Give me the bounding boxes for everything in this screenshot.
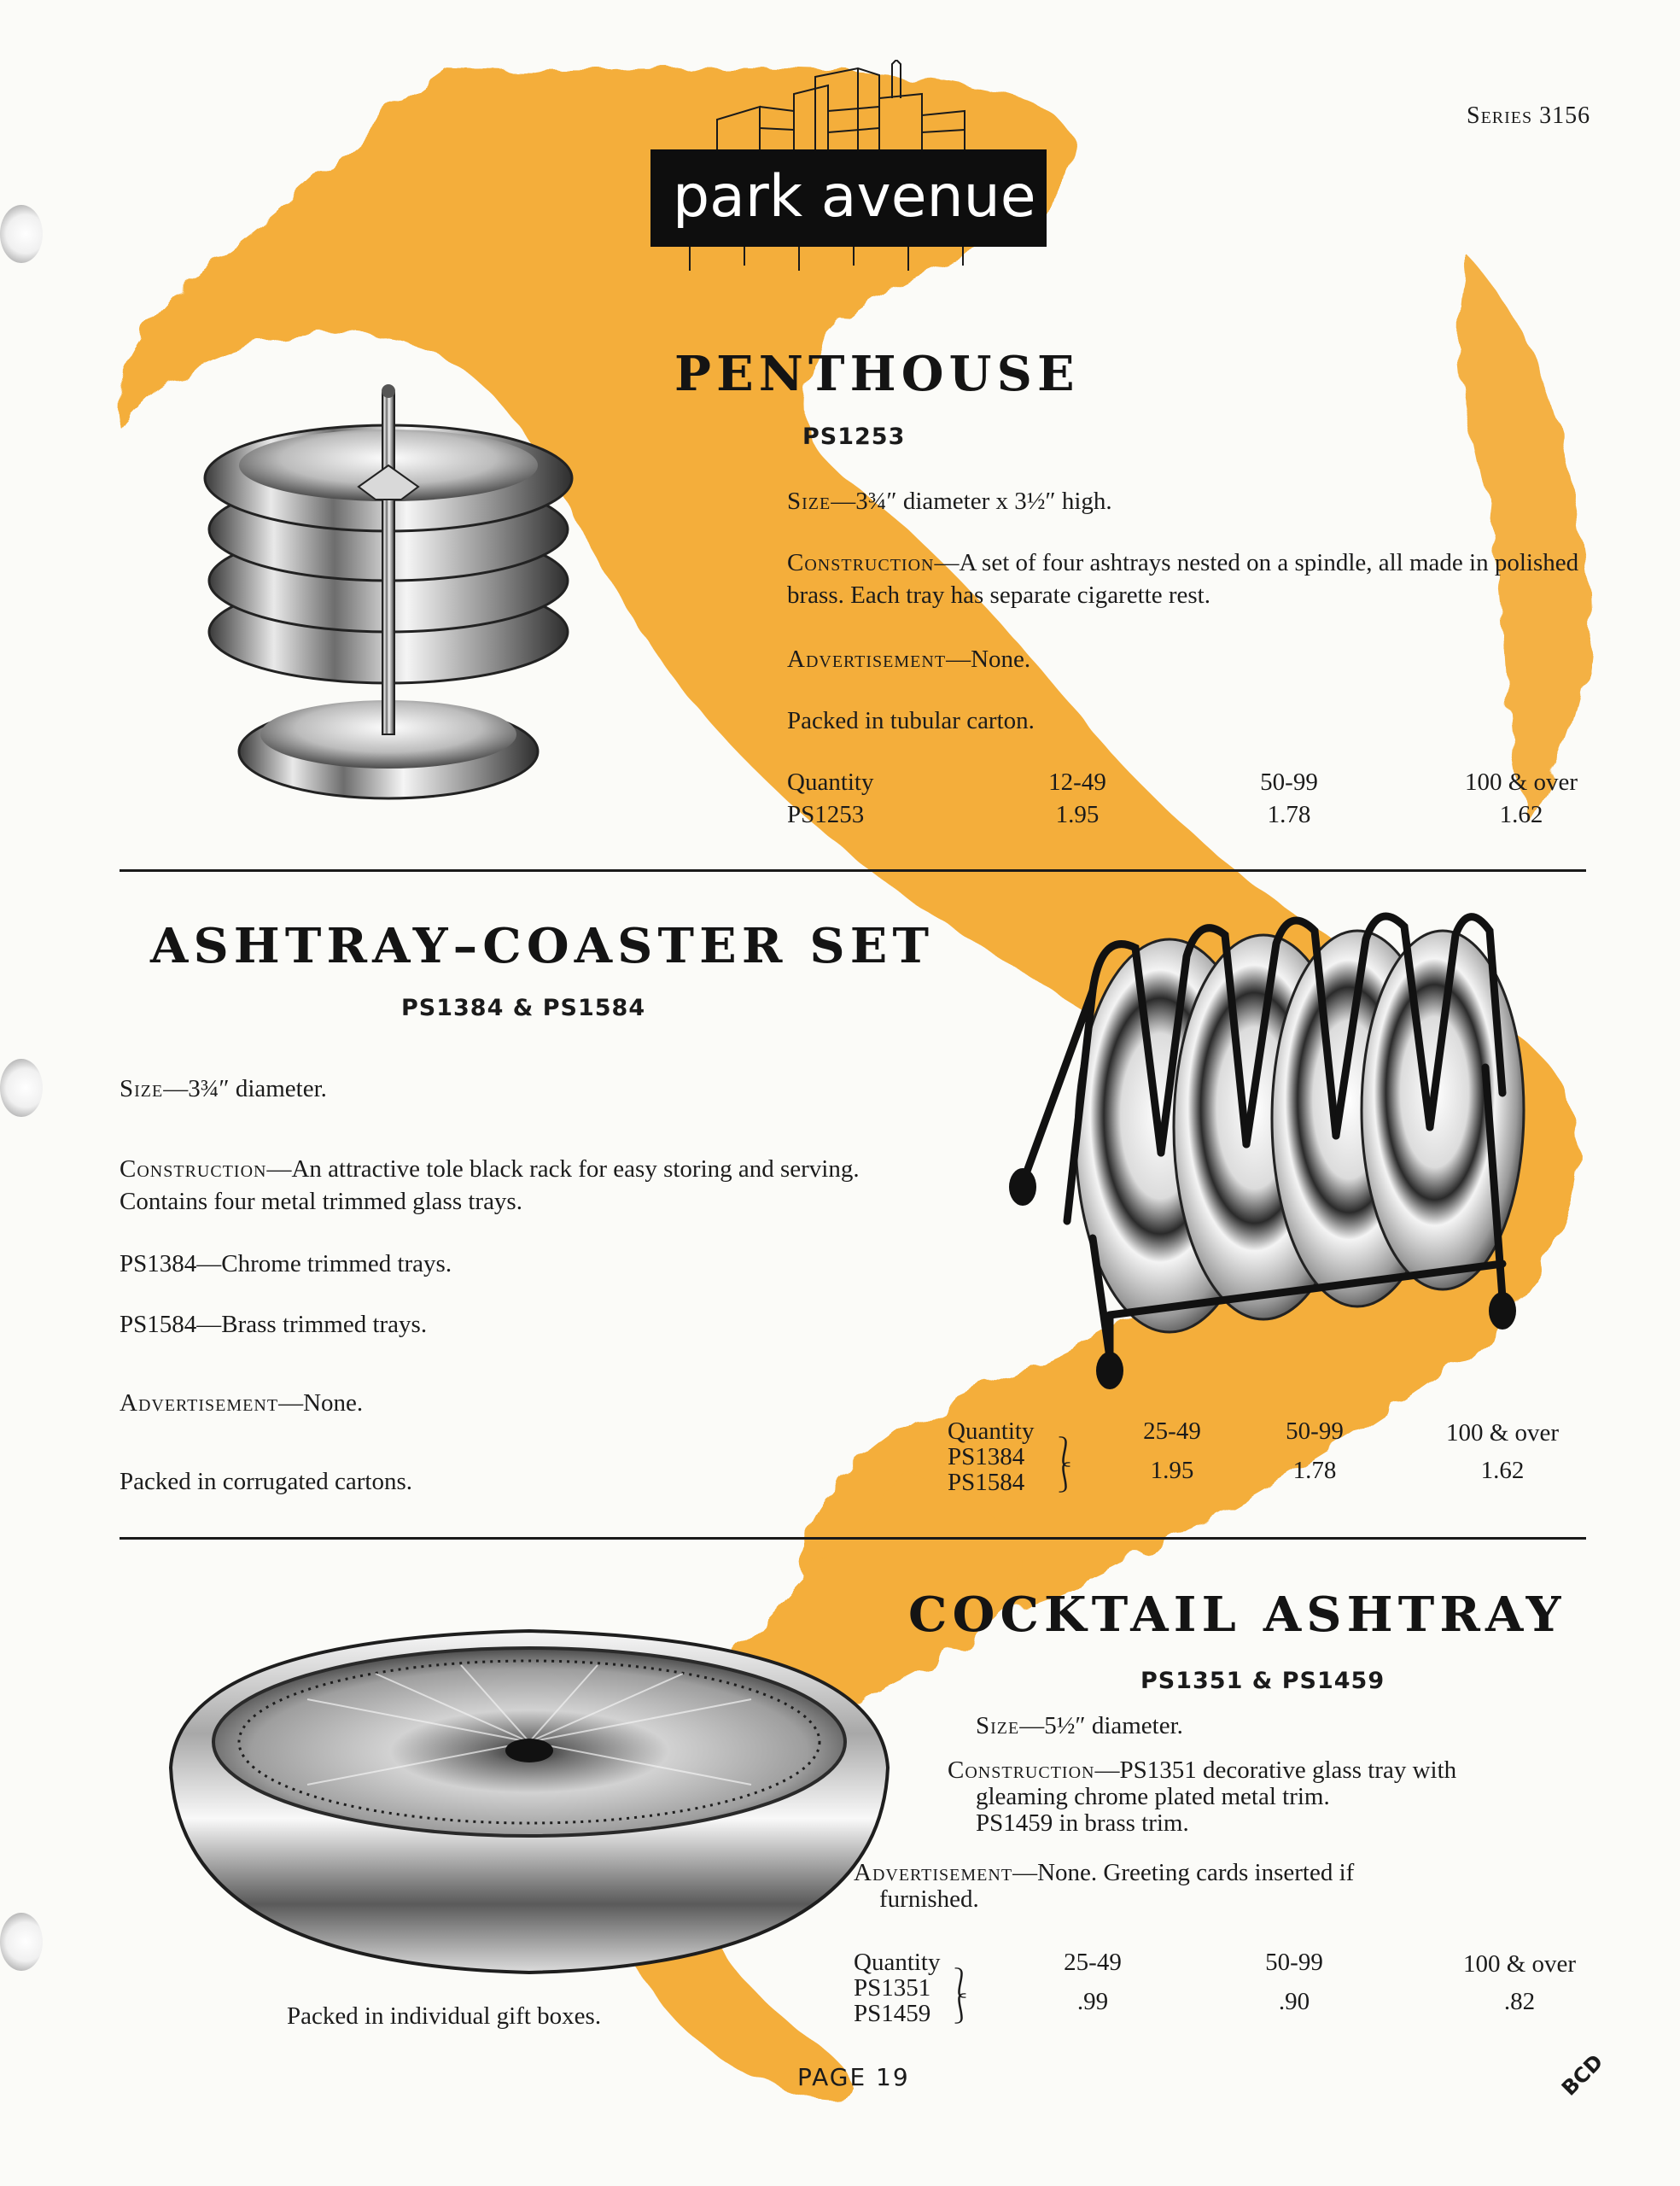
cocktail-ashtray-advertisement: Advertisement—None. Greeting cards inserted if furnished. (854, 1859, 1355, 1913)
price-2: .90 (1278, 1988, 1310, 2015)
cocktail-ashtray-code: PS1351 & PS1459 (1140, 1668, 1385, 1694)
coaster-set-code: PS1384 & PS1584 (401, 995, 646, 1021)
price-2: 1.78 (1292, 1457, 1337, 1484)
quantity-label: Quantity (854, 1949, 941, 1976)
coaster-set-size: Size—3¾″ diameter. (120, 1075, 327, 1102)
quantity-label: Quantity (787, 769, 874, 796)
coaster-set-advertisement: Advertisement—None. (120, 1389, 364, 1417)
tier-1: 25-49 (1143, 1417, 1201, 1445)
section-divider (120, 869, 1586, 872)
price-3: 1.62 (1499, 801, 1543, 828)
binder-hole-middle (0, 1059, 43, 1117)
quantity-label: Quantity (948, 1417, 1035, 1445)
cocktail-ashtray-price-table (854, 1947, 1588, 2032)
brace-top: ⎱ (946, 1968, 975, 2000)
coaster-set-price-table (948, 1416, 1596, 1501)
tier-3: 100 & over (1462, 1950, 1577, 1978)
penthouse-code: PS1253 (802, 424, 906, 450)
penthouse-packing: Packed in tubular carton. (787, 707, 1035, 734)
binder-hole-bottom (0, 1913, 43, 1971)
corner-mark: BCD (1557, 2049, 1608, 2101)
price-row-code: PS1253 (787, 801, 865, 828)
penthouse-price-table (787, 767, 1590, 835)
tier-3: 100 & over (1445, 1419, 1560, 1447)
penthouse-construction: Construction—A set of four ashtrays nested on a spindle, all made in polished brass. Each tray has separate cigarette rest. (787, 549, 1579, 609)
cocktail-ashtray-packing: Packed in individual gift boxes. (287, 2002, 602, 2030)
coaster-set-packing: Packed in corrugated cartons. (120, 1468, 413, 1495)
coaster-set-variant-chrome: PS1384—Chrome trimmed trays. (120, 1250, 452, 1277)
coaster-set-construction: Construction—An attractive tole black rack for easy storing and serving. Contains four metal trimmed glass trays. (120, 1155, 860, 1215)
price-row-code-1: PS1351 (854, 1974, 931, 2002)
tier-2: 50-99 (1286, 1417, 1344, 1445)
tier-1: 25-49 (1064, 1949, 1122, 1976)
price-1: 1.95 (1055, 801, 1100, 828)
penthouse-advertisement: Advertisement—None. (787, 646, 1031, 673)
cocktail-ashtray-title: COCKTAIL ASHTRAY (908, 1587, 1566, 1643)
price-row-code-2: PS1584 (948, 1469, 1025, 1496)
penthouse-product-image (188, 384, 589, 811)
tier-2: 50-99 (1265, 1949, 1323, 1976)
price-1: .99 (1076, 1988, 1109, 2015)
penthouse-size: Size—3¾″ diameter x 3½″ high. (787, 488, 1112, 515)
skyline-illustration (709, 60, 982, 162)
price-3: 1.62 (1480, 1457, 1525, 1484)
cocktail-ashtray-product-image (154, 1605, 905, 1998)
section-divider (120, 1537, 1586, 1540)
price-row-code-2: PS1459 (854, 2000, 931, 2027)
tier-3: 100 & over (1464, 769, 1578, 796)
price-row-code-1: PS1384 (948, 1443, 1025, 1470)
penthouse-title: PENTHOUSE (674, 346, 1080, 402)
series-label: Series 3156 (1467, 102, 1591, 129)
price-3: .82 (1503, 1988, 1536, 2015)
logo-underline-ticks (683, 247, 1007, 272)
brace-bottom: ⎰ (1050, 1463, 1079, 1494)
binder-hole-top (0, 205, 43, 263)
cocktail-ashtray-construction: Construction—PS1351 decorative glass tray with gleaming chrome plated metal trim. PS1459 in brass trim. (948, 1756, 1457, 1837)
brand-logo: park avenue (673, 163, 1036, 231)
price-1: 1.95 (1150, 1457, 1194, 1484)
brace-top: ⎱ (1050, 1437, 1079, 1469)
coaster-set-variant-brass: PS1584—Brass trimmed trays. (120, 1311, 428, 1338)
price-2: 1.78 (1267, 801, 1311, 828)
coaster-rack-product-image (990, 897, 1537, 1409)
brand-logo-box (650, 149, 1047, 247)
coaster-set-title: ASHTRAY–COASTER SET (150, 918, 935, 974)
tier-2: 50-99 (1260, 769, 1318, 796)
cocktail-ashtray-size: Size—5½″ diameter. (976, 1712, 1183, 1739)
tier-1: 12-49 (1048, 769, 1106, 796)
brace-bottom: ⎰ (946, 1994, 975, 2025)
page-number: PAGE 19 (797, 2063, 910, 2091)
